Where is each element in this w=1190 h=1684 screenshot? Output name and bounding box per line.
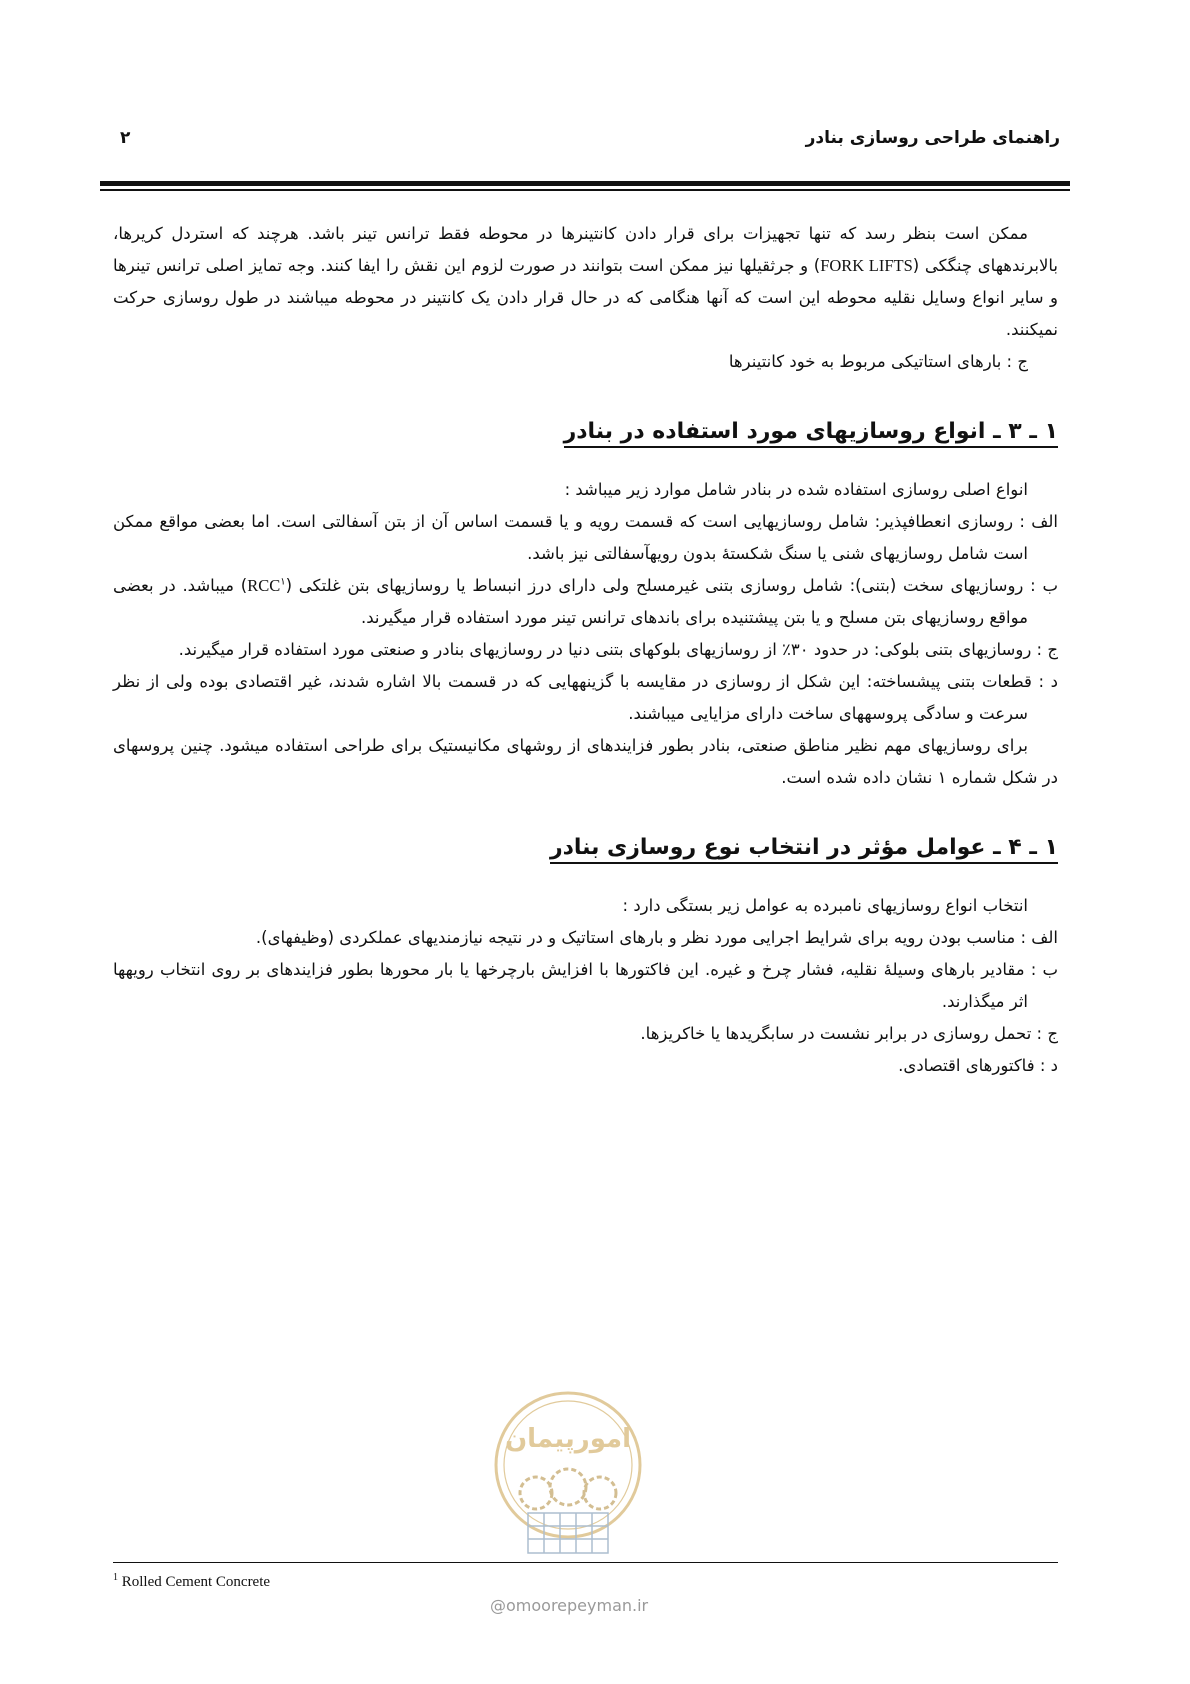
section-heading-1-4 bbox=[113, 828, 1058, 868]
section-1-3-item-be bbox=[113, 570, 1058, 634]
section-1-3-item-dal: د : قطعات بتنی پیشساخته: این شکل از روسازی در مقایسه با گزینههایی که در قسمت بالا اشاره شدند، غیر اقتصادی بوده ولی از نظر سرعت و سادگی پروسههای ساخت دارای مزایایی میباشند. bbox=[113, 672, 1058, 723]
section-1-3-item-jim: ج : روسازیهای بتنی بلوکی: در حدود ۳۰٪ از روسازیهای بلوکهای بتنی دنیا در روسازیهای بنادر و صنعتی مورد استفاده قرار میگیرند. bbox=[178, 640, 1058, 659]
section-1-4-lead: انتخاب انواع روسازیهای نامبرده به عوامل زیر بستگی دارد : bbox=[622, 896, 1028, 915]
section-1-3-item-alef: الف : روسازی انعطافپذیر: شامل روسازیهایی است که قسمت رویه و یا قسمت اساس آن از بتن آسفالتی است. اما بعضی مواقع ممکن است شامل روسازیهای شنی یا سنگ شکستهٔ بدون رویهآسفالتی نیز باشد. bbox=[113, 512, 1058, 563]
header-rule-thick bbox=[100, 181, 1070, 186]
page-number: ۲ bbox=[120, 128, 131, 148]
intro-paragraph bbox=[113, 218, 1058, 346]
footnote-rule bbox=[113, 1562, 1058, 1563]
item-be-part-2: ) میباشد. در بعضی مواقع روسازیهای بتن مسلح و یا بتن پیشتنیده برای باندهای ترانس تینر مورد استفاده قرار میگیرند. bbox=[113, 576, 1028, 627]
intro-english-term: FORK LIFTS bbox=[820, 256, 913, 275]
footnote-number: 1 bbox=[113, 1572, 118, 1583]
header-rule-thin bbox=[100, 189, 1070, 191]
section-title-1-3: ۱ ـ ۳ ـ انواع روسازیهای مورد استفاده در بنادر bbox=[564, 419, 1058, 448]
watermark-url: @omoorepeyman.ir bbox=[490, 1596, 649, 1615]
section-1-4-item-alef: الف : مناسب بودن رویه برای شرایط اجرایی مورد نظر و بارهای استاتیک و در نتیجه نیازمندیهای عملکردی (وظیفهای). bbox=[255, 928, 1058, 947]
watermark-logo bbox=[488, 1385, 648, 1565]
section-1-4-item-jim: ج : تحمل روسازی در برابر نشست در سابگریدها یا خاکریزها. bbox=[640, 1024, 1058, 1043]
intro-item-j: ج : بارهای استاتیکی مربوط به خود کانتینرها bbox=[728, 352, 1028, 371]
section-title-1-4: ۱ ـ ۴ ـ عوامل مؤثر در انتخاب نوع روسازی بنادر bbox=[550, 835, 1058, 864]
section-1-4-item-dal: د : فاکتورهای اقتصادی. bbox=[898, 1056, 1058, 1075]
section-heading-1-3 bbox=[113, 412, 1058, 452]
item-be-part-1: ب : روسازیهای سخت (بتنی): شامل روسازی بتنی غیرمسلح ولی دارای درز انبساط یا روسازیهای بتن غلتکی ( bbox=[285, 576, 1058, 595]
section-1-4-item-be: ب : مقادیر بارهای وسیلهٔ نقلیه، فشار چرخ و غیره. این فاکتورها با افزایش بارچرخها یا بار محورها بطور فزایندهای بر روی انتخاب رویهها اثر میگذارند. bbox=[113, 960, 1058, 1011]
item-be-english-term: RCC bbox=[247, 576, 281, 595]
running-title: راهنمای طراحی روسازی بنادر bbox=[805, 128, 1060, 148]
footnote bbox=[113, 1574, 270, 1591]
footnote-text: Rolled Cement Concrete bbox=[121, 1574, 271, 1590]
running-header bbox=[120, 128, 1060, 158]
intro-text-part-2: ) و جرثقیلها نیز ممکن است بتوانند در صورت لزوم این نقش را ایفا کنند. وجه تمایز اصلی ترانس تینرها و سایر انواع وسایل نقلیه محوطه این است که آنها هنگامی که در حال قرار دادن یک کانتینر در محوطه میباشند در طول روسازی حرکت نمیکنند. bbox=[113, 256, 1058, 339]
footnote-marker: ۱ bbox=[280, 576, 286, 588]
section-1-3-lead: انواع اصلی روسازی استفاده شده در بنادر شامل موارد زیر میباشد : bbox=[564, 480, 1028, 499]
watermark-logo-text: امورپیمان bbox=[504, 1424, 632, 1454]
body-text bbox=[113, 218, 1058, 1082]
intro-text-part-1: ممکن است بنظر رسد که تنها تجهیزات برای قرار دادن کانتینرها در محوطه فقط ترانس تینر باشد. هرچند که استردل کریرها، بالابرندههای چنگکی ( bbox=[113, 224, 1058, 275]
section-1-3-closing: برای روسازیهای مهم نظیر مناطق صنعتی، بنادر بطور فزایندهای از روشهای مکانیستیک برای طراحی استفاده میشود. چنین پروسهای در شکل شماره ۱ نشان داده شده است. bbox=[113, 736, 1058, 787]
